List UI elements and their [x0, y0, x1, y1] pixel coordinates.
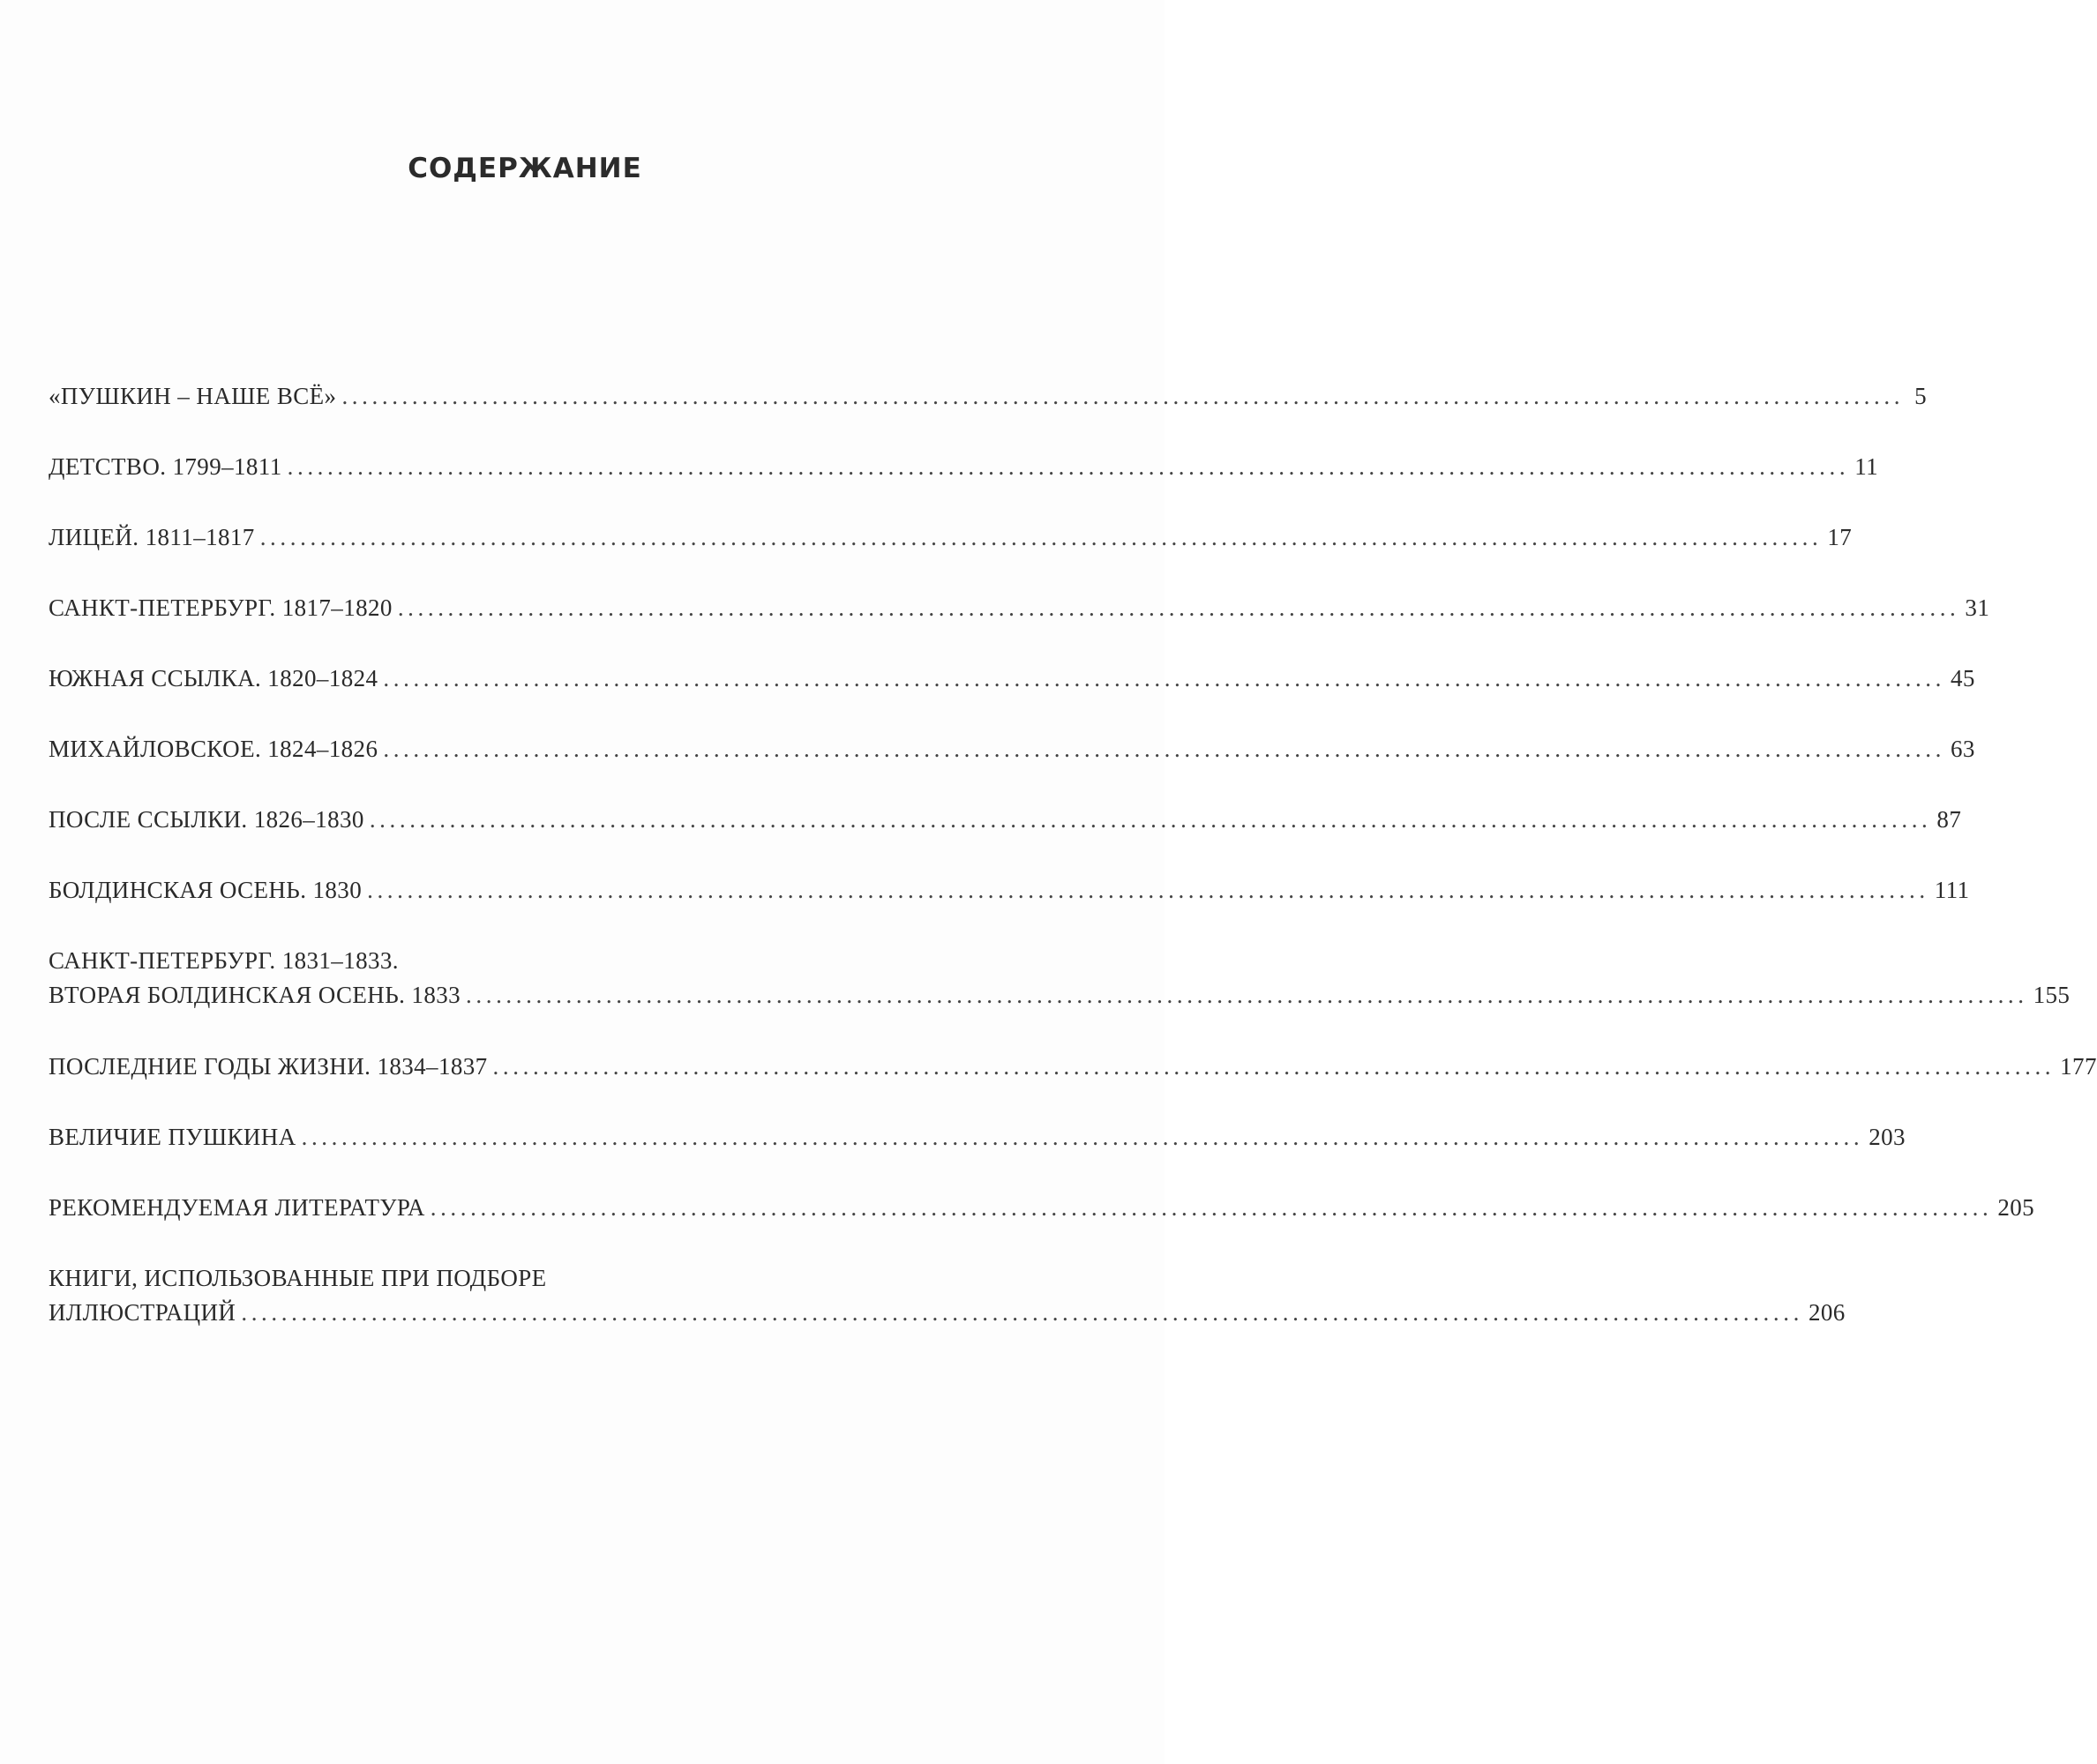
toc-entry-title: МИХАЙЛОВСКОЕ. 1824–1826 — [49, 736, 378, 762]
toc-entry-page: 11 — [1854, 453, 1879, 480]
toc-entry-page: 5 — [1914, 383, 1928, 409]
toc-entry-title: БОЛДИНСКАЯ ОСЕНЬ. 1830 — [49, 877, 363, 903]
dot-leader: ............................................................................................................................................................ — [492, 1053, 2056, 1080]
toc-entry-title: «ПУШКИН – НАШЕ ВСЁ» — [49, 383, 337, 409]
dot-leader: ............................................................................................................................................................ — [367, 877, 1929, 903]
page-title: СОДЕРЖАНИЕ — [408, 152, 642, 184]
toc-entry-page: 177 — [2060, 1053, 2097, 1080]
toc-entry — [49, 1261, 1846, 1330]
toc-entry-page: 31 — [1965, 594, 1990, 621]
toc-entry-title: ЮЖНАЯ ССЫЛКА. 1820–1824 — [49, 665, 378, 691]
toc-entry-title: ПОСЛЕ ССЫЛКИ. 1826–1830 — [49, 806, 364, 833]
dot-leader: ............................................................................................................................................................ — [466, 982, 2028, 1008]
toc-entry — [49, 520, 1853, 555]
toc-entry-title: РЕКОМЕНДУЕМАЯ ЛИТЕРАТУРА — [49, 1194, 425, 1221]
toc-entry-title: ВЕЛИЧИЕ ПУШКИНА — [49, 1124, 296, 1150]
toc-entry — [49, 803, 1962, 837]
toc-entry-page: 155 — [2033, 982, 2071, 1008]
toc-entry-page: 206 — [1808, 1299, 1846, 1326]
dot-leader: ............................................................................................................................................................ — [383, 736, 1945, 762]
toc-entry-page: 205 — [1997, 1194, 2035, 1221]
toc-entry-page: 45 — [1951, 665, 1975, 691]
toc-entry-title-line: САНКТ-ПЕТЕРБУРГ. 1831–1833. — [49, 947, 399, 974]
dot-leader: ............................................................................................................................................................ — [259, 524, 1823, 550]
dot-leader: ............................................................................................................................................................ — [430, 1194, 1993, 1221]
toc-entry-title-line: КНИГИ, ИСПОЛЬЗОВАННЫЕ ПРИ ПОДБОРЕ — [49, 1265, 547, 1291]
toc-entry-page: 203 — [1869, 1124, 1906, 1150]
toc-entry — [49, 1050, 2097, 1084]
toc-entry — [49, 1120, 1906, 1155]
toc-entry-title: ПОСЛЕДНИЕ ГОДЫ ЖИЗНИ. 1834–1837 — [49, 1053, 488, 1080]
toc-entry — [49, 450, 1879, 484]
toc-entry — [49, 732, 1975, 766]
dot-leader: ............................................................................................................................................................ — [341, 383, 1905, 409]
toc-entry — [49, 379, 1928, 414]
dot-leader: ............................................................................................................................................................ — [301, 1124, 1864, 1150]
toc-entry — [49, 662, 1975, 696]
toc-entry-page: 87 — [1936, 806, 1962, 833]
toc-entry-page: 17 — [1827, 524, 1853, 550]
dot-leader: ............................................................................................................................................................ — [241, 1299, 1803, 1326]
toc-entry-title: ЛИЦЕЙ. 1811–1817 — [49, 524, 255, 550]
toc-entry-title: САНКТ-ПЕТЕРБУРГ. 1817–1820 — [49, 594, 393, 621]
toc-entry — [49, 944, 2071, 1013]
dot-leader: ............................................................................................................................................................ — [383, 665, 1946, 691]
toc-entry-title: ДЕТСТВО. 1799–1811 — [49, 453, 282, 480]
toc-entry — [49, 1191, 2035, 1225]
toc-entry-page: 63 — [1950, 736, 1975, 762]
toc-entry-page: 111 — [1934, 877, 1970, 903]
dot-leader: ............................................................................................................................................................ — [287, 453, 1850, 480]
toc-entry-title: ВТОРАЯ БОЛДИНСКАЯ ОСЕНЬ. 1833 — [49, 982, 461, 1008]
dot-leader: ............................................................................................................................................................ — [369, 806, 1932, 833]
dot-leader: ............................................................................................................................................................ — [397, 594, 1960, 621]
toc-entry-title: ИЛЛЮСТРАЦИЙ — [49, 1299, 236, 1326]
toc-entry — [49, 591, 1990, 625]
toc-entry — [49, 873, 1970, 908]
